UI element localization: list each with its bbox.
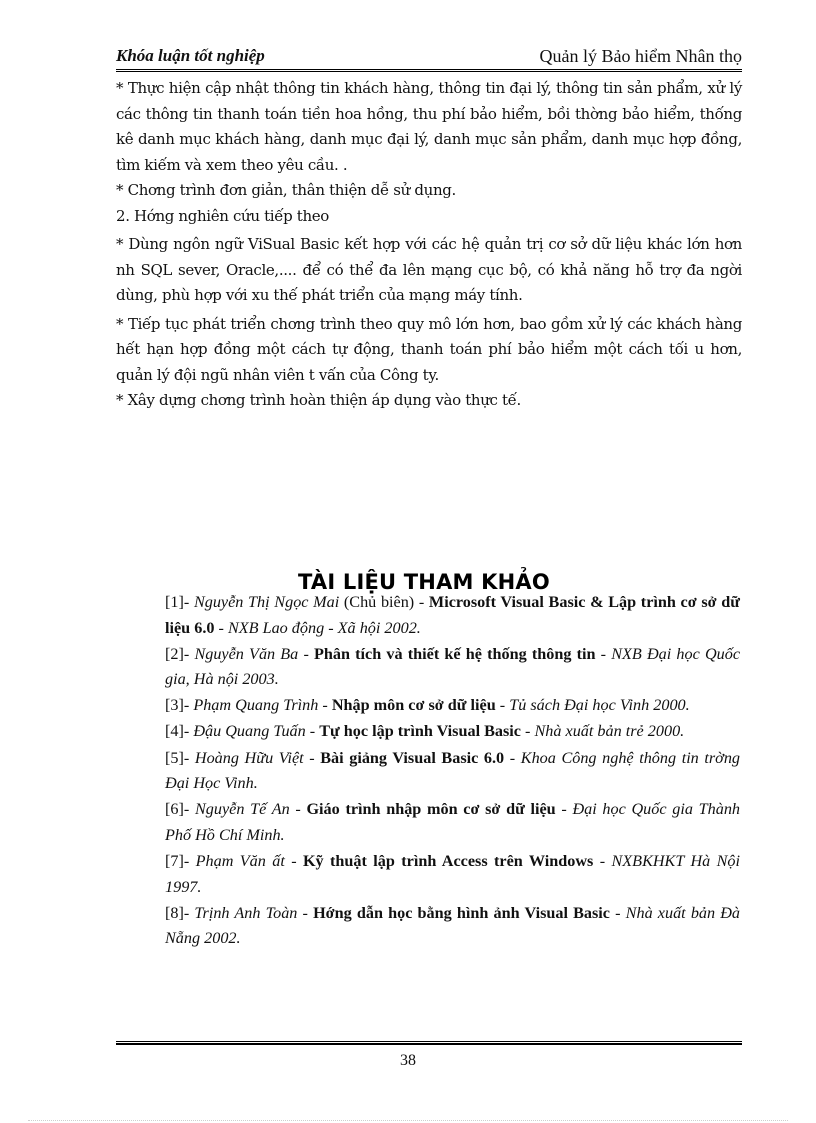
reference-separator: - xyxy=(214,618,228,637)
reference-separator: (Chủ biên) - xyxy=(339,593,429,611)
reference-separator: - xyxy=(305,722,320,741)
reference-publisher: Nhà xuất bản trẻ 2000. xyxy=(534,722,685,741)
reference-number: [2]- xyxy=(165,644,195,663)
reference-publisher: NXB Đại học Quốc gia, Hà nội 2003. xyxy=(165,644,741,689)
reference-publisher: Tủ sách Đại học Vinh 2000. xyxy=(509,696,690,715)
reference-number: [7]- xyxy=(165,851,196,870)
reference-author: Phạm Văn ất xyxy=(195,851,285,870)
reference-separator: - xyxy=(555,800,573,819)
reference-item xyxy=(165,642,740,693)
reference-title: Nhập môn cơ sở dữ liệu xyxy=(331,696,496,715)
reference-title: Hớng dẫn học bằng hình ảnh Visual Basic xyxy=(313,903,610,922)
paragraph-visual-basic-dbms: * Dùng ngôn ngữ ViSual Basic kết hợp với các hệ quản trị cơ sở dữ liệu khác lớn hơn nh SQL sever, Oracle,.... để có thể đa lên mạng cục bộ, có khả năng hỗ trợ đa ngời dùng, phù hợp với xu thế phát triển của mạng máy tính. xyxy=(116,235,742,304)
reference-separator: - xyxy=(609,903,626,922)
reference-number: [5]- xyxy=(165,748,195,767)
reference-title: Phân tích và thiết kế hệ thống thông tin xyxy=(314,644,596,663)
references-list xyxy=(165,590,740,952)
reference-separator: - xyxy=(521,722,535,741)
reference-publisher: Nhà xuất bản Đà Nẵng 2002. xyxy=(165,903,741,948)
reference-publisher: Đại học Quốc gia Thành Phố Hồ Chí Minh. xyxy=(165,800,741,844)
reference-item xyxy=(165,901,740,952)
section-heading-future-research: 2. Hớng nghiên cứu tiếp theo xyxy=(116,206,329,225)
body-text xyxy=(116,76,742,414)
page-number: 38 xyxy=(400,1052,416,1069)
reference-separator: - xyxy=(504,748,521,767)
reference-separator: - xyxy=(303,748,321,767)
reference-author: Nguyễn Văn Ba xyxy=(194,644,299,663)
reference-number: [3]- xyxy=(165,696,194,715)
reference-number: [8]- xyxy=(165,903,195,922)
reference-number: [4]- xyxy=(165,722,194,741)
footer-rule xyxy=(116,1041,742,1045)
header-document-title: Quản lý Bảo hiểm Nhân thọ xyxy=(539,46,742,66)
page-header xyxy=(116,44,742,68)
header-thesis-label: Khóa luận tốt nghiệp xyxy=(116,46,265,65)
reference-title: Tự học lập trình Visual Basic xyxy=(319,722,521,741)
reference-number: [6]- xyxy=(165,800,195,819)
page-bottom-edge xyxy=(28,1120,788,1121)
paragraph-features: * Thực hiện cập nhật thông tin khách hàng, thông tin đại lý, thông tin sản phẩm, xử lý các thông tin thanh toán tiền hoa hồng, thu phí bảo hiểm, bồi thờng bảo hiểm, thống kê danh mục khách hàng, danh mục đại lý, danh mục sản phẩm, danh mục hợp đồng, tìm kiếm và xem theo yêu cầu. . xyxy=(116,79,742,174)
reference-title: Microsoft Visual Basic & Lập trình cơ sở dữ liệu 6.0 xyxy=(165,593,741,637)
reference-item xyxy=(165,590,740,641)
reference-separator: - xyxy=(284,851,303,870)
reference-item xyxy=(165,797,740,848)
reference-item xyxy=(165,849,740,900)
header-rule xyxy=(116,69,742,72)
reference-separator: - xyxy=(298,644,315,663)
reference-publisher: NXBKHKT Hà Nội 1997. xyxy=(165,851,740,896)
reference-author: Phạm Quang Trình xyxy=(193,696,319,715)
paragraph-simple-program: * Chơng trình đơn giản, thân thiện dễ sử dụng. xyxy=(116,181,456,199)
reference-author: Hoàng Hữu Việt xyxy=(194,748,304,767)
reference-author: Nguyễn Thị Ngọc Mai xyxy=(193,593,340,611)
reference-separator: - xyxy=(318,696,332,715)
reference-title: Giáo trình nhập môn cơ sở dữ liệu xyxy=(306,800,556,819)
reference-title: Kỹ thuật lập trình Access trên Windows xyxy=(302,851,594,870)
reference-author: Trịnh Anh Toàn xyxy=(194,903,298,922)
reference-item xyxy=(165,693,740,719)
reference-number: [1]- xyxy=(165,593,194,611)
reference-author: Đậu Quang Tuấn xyxy=(193,722,306,741)
paragraph-build-complete: * Xây dựng chơng trình hoàn thiện áp dụng vào thực tế. xyxy=(116,391,521,409)
paragraph-larger-scale: * Tiếp tục phát triển chơng trình theo quy mô lớn hơn, bao gồm xử lý các khách hàng hết hạn hợp đồng một cách tự động, thanh toán phí bảo hiểm một cách tối u hơn, quản lý đội ngũ nhân viên t vấn của Công ty. xyxy=(116,314,742,384)
reference-item xyxy=(165,746,740,797)
reference-separator: - xyxy=(593,851,612,870)
reference-separator: - xyxy=(289,800,307,819)
reference-publisher: Khoa Công nghệ thông tin trờng Đại Học Vinh. xyxy=(165,748,741,793)
reference-separator: - xyxy=(595,644,612,663)
reference-author: Nguyễn Tế An xyxy=(194,800,290,819)
reference-separator: - xyxy=(297,903,314,922)
references-title: TÀI LIỆU THAM KHẢO xyxy=(298,570,550,594)
reference-title: Bài giảng Visual Basic 6.0 xyxy=(320,748,505,767)
reference-item xyxy=(165,719,740,745)
reference-separator: - xyxy=(495,696,510,715)
reference-publisher: NXB Lao động - Xã hội 2002. xyxy=(227,618,421,637)
